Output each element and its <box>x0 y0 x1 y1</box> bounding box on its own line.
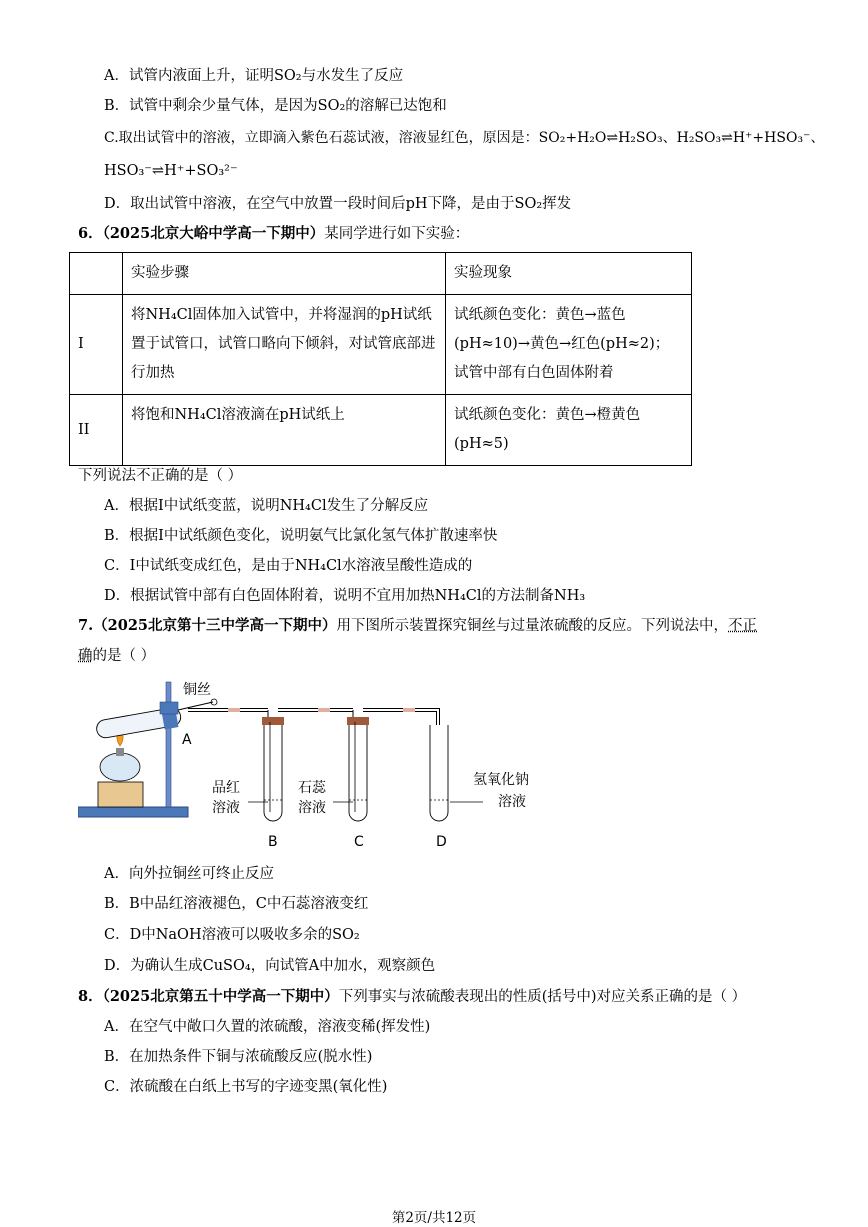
q6-option-d: D．根据试管中部有白色固体附着，说明不宜用加热NH₄Cl的方法制备NH₃ <box>104 588 586 604</box>
label-a: A <box>182 732 192 748</box>
test-tube-d <box>430 725 448 821</box>
q8-option-a: A．在空气中敞口久置的浓硫酸，溶液变稀(挥发性) <box>104 1019 431 1035</box>
table-cell-result: 试纸颜色变化：黄色→蓝色(pH≈10)→黄色→红色(pH≈2)；试管中部有白色固体附着 <box>446 295 692 395</box>
clamp <box>160 702 178 714</box>
q5-option-b: B．试管中剩余少量气体，是因为SO₂的溶解已达饱和 <box>104 98 447 114</box>
q7-stem-emphasis-2: 确 <box>78 648 93 664</box>
q8-stem: 下列事实与浓硫酸表现出的性质(括号中)对应关系正确的是（ ） <box>338 989 747 1005</box>
q5-option-c-line2: HSO₃⁻⇌H⁺+SO₃²⁻ <box>104 163 238 179</box>
q6-option-a: A．根据I中试纸变蓝，说明NH₄Cl发生了分解反应 <box>104 498 429 514</box>
q7-stem-line2 <box>78 646 155 666</box>
q7-stem-emphasis: 不正 <box>728 618 757 634</box>
label-litmus-1: 石蕊 <box>298 780 326 796</box>
lamp-wick-holder <box>116 748 124 756</box>
table-cell-step: 将饱和NH₄Cl溶液滴在pH试纸上 <box>123 395 446 466</box>
stand-base <box>78 807 188 817</box>
table-header-cell: 实验现象 <box>446 253 692 295</box>
label-pinred-1: 品红 <box>212 780 240 796</box>
label-d: D <box>436 834 447 850</box>
q7-stem-end: 的是（ ） <box>92 648 156 664</box>
stand-rod <box>166 682 171 807</box>
table-cell-result: 试纸颜色变化：黄色→橙黄色(pH≈5) <box>446 395 692 466</box>
q6-stem: 某同学进行如下实验： <box>324 226 470 242</box>
q7-option-c: C．D中NaOH溶液可以吸收多余的SO₂ <box>104 927 360 943</box>
q5-option-d: D．取出试管中溶液，在空气中放置一段时间后pH下降，是由于SO₂挥发 <box>104 196 572 212</box>
table-row <box>70 295 692 395</box>
alcohol-lamp <box>100 753 140 781</box>
table-header-cell <box>70 253 123 295</box>
label-litmus-2: 溶液 <box>298 800 326 816</box>
q7-option-d: D．为确认生成CuSO₄，向试管A中加水，观察颜色 <box>104 958 436 974</box>
table-cell-step: 将NH₄Cl固体加入试管中，并将湿润的pH试纸置于试管口，试管口略向下倾斜，对试管底部进行加热 <box>123 295 446 395</box>
q7-option-b: B．B中品红溶液褪色，C中石蕊溶液变红 <box>104 896 369 912</box>
label-naoh-2: 溶液 <box>498 794 526 810</box>
table-cell-id: II <box>70 395 123 466</box>
label-naoh-1: 氢氧化钠 <box>473 772 529 788</box>
q7-source: （2025北京第十三中学高一下期中） <box>93 617 337 634</box>
test-tube-c <box>347 710 369 821</box>
q7-apparatus-figure <box>78 672 548 852</box>
table-cell-id: I <box>70 295 123 395</box>
page-footer: 第2页/共12页 <box>391 1210 477 1226</box>
q8-number: 8． <box>78 988 103 1005</box>
label-c: C <box>354 834 364 850</box>
test-tube-b <box>262 710 284 821</box>
label-copper-wire: 铜丝 <box>183 682 211 698</box>
q5-option-a: A．试管内液面上升，证明SO₂与水发生了反应 <box>104 68 404 84</box>
q5-option-c-line1: C.取出试管中的溶液，立即滴入紫色石蕊试液，溶液显红色，原因是：SO₂+H₂O⇌H₂SO₃、H₂SO₃⇌H⁺+HSO₃⁻、 <box>104 130 825 146</box>
q7-option-a: A．向外拉铜丝可终止反应 <box>104 866 274 882</box>
q6-option-b: B．根据I中试纸颜色变化，说明氨气比氯化氢气体扩散速率快 <box>104 528 498 544</box>
q6-question: 下列说法不正确的是（ ） <box>78 468 243 484</box>
q6-experiment-table <box>69 252 692 466</box>
q7-header <box>78 616 757 636</box>
label-b: B <box>268 834 278 850</box>
table-row <box>70 395 692 466</box>
q6-number: 6． <box>78 225 103 242</box>
label-pinred-2: 溶液 <box>212 800 240 816</box>
q8-source: （2025北京第五十中学高一下期中） <box>102 988 339 1005</box>
q6-source: （2025北京大峪中学高一下期中） <box>102 225 325 242</box>
q7-number: 7. <box>78 617 94 634</box>
q8-option-b: B．在加热条件下铜与浓硫酸反应(脱水性) <box>104 1049 373 1065</box>
q8-option-c: C．浓硫酸在白纸上书写的字迹变黑(氧化性) <box>104 1079 388 1095</box>
table-header-row <box>70 253 692 295</box>
burner-block <box>98 782 143 807</box>
q6-header <box>78 224 469 244</box>
q6-option-c: C．I中试纸变成红色，是由于NH₄Cl水溶液呈酸性造成的 <box>104 558 473 574</box>
q8-header <box>78 987 746 1007</box>
table-header-cell: 实验步骤 <box>123 253 446 295</box>
q7-stem: 用下图所示装置探究铜丝与过量浓硫酸的反应。下列说法中， <box>336 618 728 634</box>
